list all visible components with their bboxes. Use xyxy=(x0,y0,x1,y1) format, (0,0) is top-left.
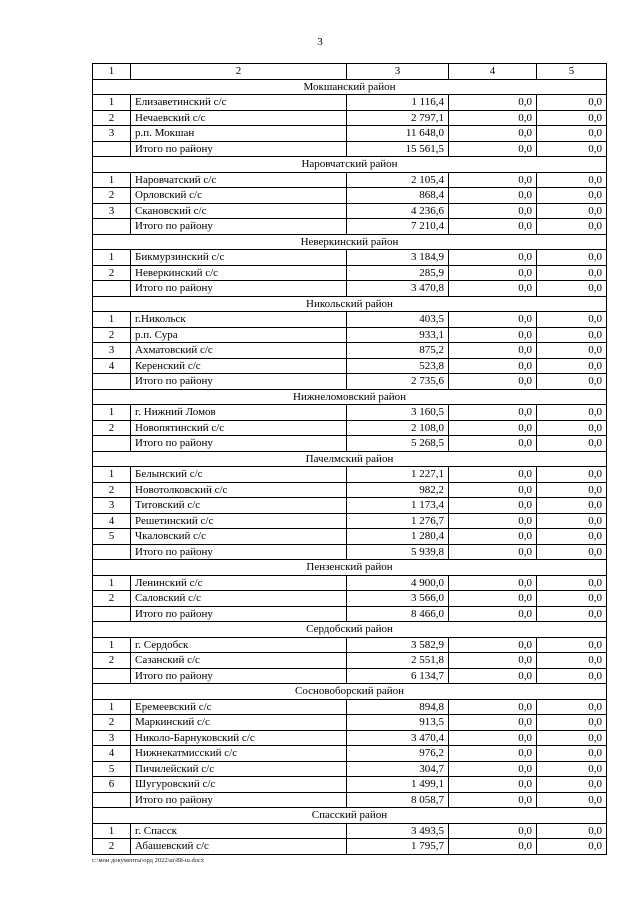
column-5-cell: 0,0 xyxy=(537,482,607,498)
row-number xyxy=(93,792,131,808)
settlement-name: Орловский с/с xyxy=(131,188,347,204)
column-4-cell: 0,0 xyxy=(449,699,537,715)
amount-cell: 976,2 xyxy=(347,746,449,762)
column-5-cell: 0,0 xyxy=(537,436,607,452)
column-4-cell: 0,0 xyxy=(449,312,537,328)
settlement-name: Елизаветинский с/с xyxy=(131,95,347,111)
column-4-cell: 0,0 xyxy=(449,203,537,219)
district-row xyxy=(93,296,607,312)
column-4-cell: 0,0 xyxy=(449,420,537,436)
settlement-name: Абашевский с/с xyxy=(131,839,347,855)
settlement-name: Белынский с/с xyxy=(131,467,347,483)
column-5-cell: 0,0 xyxy=(537,327,607,343)
settlement-name: Скановский с/с xyxy=(131,203,347,219)
column-5-cell: 0,0 xyxy=(537,203,607,219)
row-number: 1 xyxy=(93,250,131,266)
row-number: 2 xyxy=(93,327,131,343)
table-row xyxy=(93,420,607,436)
amount-cell: 3 582,9 xyxy=(347,637,449,653)
row-number: 3 xyxy=(93,730,131,746)
table-header-row xyxy=(93,64,607,80)
column-5-cell: 0,0 xyxy=(537,792,607,808)
district-name: Пензенский район xyxy=(93,560,607,576)
settlement-name: Нижнекатмисский с/с xyxy=(131,746,347,762)
amount-cell: 8 058,7 xyxy=(347,792,449,808)
page-number: 3 xyxy=(317,36,323,48)
district-row xyxy=(93,560,607,576)
amount-cell: 523,8 xyxy=(347,358,449,374)
amount-cell: 4 900,0 xyxy=(347,575,449,591)
amount-cell: 5 939,8 xyxy=(347,544,449,560)
row-number: 5 xyxy=(93,529,131,545)
amount-cell: 875,2 xyxy=(347,343,449,359)
column-4-cell: 0,0 xyxy=(449,544,537,560)
column-5-cell: 0,0 xyxy=(537,126,607,142)
header-cell: 2 xyxy=(131,64,347,80)
settlement-name: Итого по району xyxy=(131,141,347,157)
settlement-name: Неверкинский с/с xyxy=(131,265,347,281)
district-row xyxy=(93,157,607,173)
amount-cell: 3 160,5 xyxy=(347,405,449,421)
amount-cell: 403,5 xyxy=(347,312,449,328)
row-number xyxy=(93,219,131,235)
table-row xyxy=(93,575,607,591)
column-5-cell: 0,0 xyxy=(537,467,607,483)
settlement-name: Итого по району xyxy=(131,668,347,684)
amount-cell: 868,4 xyxy=(347,188,449,204)
amount-cell: 3 470,4 xyxy=(347,730,449,746)
column-4-cell: 0,0 xyxy=(449,405,537,421)
settlement-name: Саловский с/с xyxy=(131,591,347,607)
column-4-cell: 0,0 xyxy=(449,575,537,591)
column-5-cell: 0,0 xyxy=(537,823,607,839)
column-4-cell: 0,0 xyxy=(449,250,537,266)
header-cell: 4 xyxy=(449,64,537,80)
amount-cell: 2 108,0 xyxy=(347,420,449,436)
district-total-row xyxy=(93,668,607,684)
column-5-cell: 0,0 xyxy=(537,730,607,746)
row-number: 2 xyxy=(93,482,131,498)
amount-cell: 3 184,9 xyxy=(347,250,449,266)
settlement-name: Итого по району xyxy=(131,436,347,452)
column-5-cell: 0,0 xyxy=(537,95,607,111)
row-number: 1 xyxy=(93,312,131,328)
district-row xyxy=(93,684,607,700)
column-4-cell: 0,0 xyxy=(449,637,537,653)
settlement-name: Наровчатский с/с xyxy=(131,172,347,188)
column-4-cell: 0,0 xyxy=(449,529,537,545)
row-number xyxy=(93,544,131,560)
column-5-cell: 0,0 xyxy=(537,374,607,390)
column-5-cell: 0,0 xyxy=(537,498,607,514)
settlement-name: Итого по району xyxy=(131,544,347,560)
settlement-name: Шугуровский с/с xyxy=(131,777,347,793)
table-row xyxy=(93,250,607,266)
column-5-cell: 0,0 xyxy=(537,219,607,235)
settlement-name: г.Никольск xyxy=(131,312,347,328)
column-4-cell: 0,0 xyxy=(449,761,537,777)
table-row xyxy=(93,405,607,421)
column-4-cell: 0,0 xyxy=(449,343,537,359)
row-number: 1 xyxy=(93,95,131,111)
table-row xyxy=(93,172,607,188)
header-cell: 1 xyxy=(93,64,131,80)
amount-cell: 1 795,7 xyxy=(347,839,449,855)
column-5-cell: 0,0 xyxy=(537,839,607,855)
settlement-name: Новотолковский с/с xyxy=(131,482,347,498)
column-5-cell: 0,0 xyxy=(537,312,607,328)
column-5-cell: 0,0 xyxy=(537,141,607,157)
table-row xyxy=(93,529,607,545)
settlement-name: р.п. Мокшан xyxy=(131,126,347,142)
column-4-cell: 0,0 xyxy=(449,281,537,297)
district-total-row xyxy=(93,374,607,390)
settlement-name: Нечаевский с/с xyxy=(131,110,347,126)
row-number: 1 xyxy=(93,823,131,839)
district-total-row xyxy=(93,436,607,452)
district-row xyxy=(93,389,607,405)
table-row xyxy=(93,482,607,498)
table-row xyxy=(93,467,607,483)
amount-cell: 3 493,5 xyxy=(347,823,449,839)
column-5-cell: 0,0 xyxy=(537,250,607,266)
district-total-row xyxy=(93,792,607,808)
column-4-cell: 0,0 xyxy=(449,513,537,529)
column-4-cell: 0,0 xyxy=(449,823,537,839)
amount-cell: 2 735,6 xyxy=(347,374,449,390)
amount-cell: 1 499,1 xyxy=(347,777,449,793)
table-row xyxy=(93,327,607,343)
row-number: 2 xyxy=(93,110,131,126)
district-row xyxy=(93,622,607,638)
row-number: 3 xyxy=(93,203,131,219)
settlement-name: Новопятинский с/с xyxy=(131,420,347,436)
column-4-cell: 0,0 xyxy=(449,374,537,390)
table-row xyxy=(93,126,607,142)
column-4-cell: 0,0 xyxy=(449,730,537,746)
row-number: 2 xyxy=(93,420,131,436)
row-number xyxy=(93,141,131,157)
amount-cell: 3 566,0 xyxy=(347,591,449,607)
column-4-cell: 0,0 xyxy=(449,172,537,188)
row-number xyxy=(93,436,131,452)
column-5-cell: 0,0 xyxy=(537,606,607,622)
district-total-row xyxy=(93,219,607,235)
column-5-cell: 0,0 xyxy=(537,715,607,731)
settlement-name: Решетинский с/с xyxy=(131,513,347,529)
district-row xyxy=(93,79,607,95)
row-number xyxy=(93,606,131,622)
amount-cell: 5 268,5 xyxy=(347,436,449,452)
table-row xyxy=(93,358,607,374)
table-row xyxy=(93,591,607,607)
district-name: Сосновоборский район xyxy=(93,684,607,700)
column-4-cell: 0,0 xyxy=(449,715,537,731)
amount-cell: 894,8 xyxy=(347,699,449,715)
column-4-cell: 0,0 xyxy=(449,467,537,483)
settlement-name: Еремеевский с/с xyxy=(131,699,347,715)
row-number: 2 xyxy=(93,839,131,855)
column-5-cell: 0,0 xyxy=(537,653,607,669)
amount-cell: 3 470,8 xyxy=(347,281,449,297)
column-4-cell: 0,0 xyxy=(449,792,537,808)
district-total-row xyxy=(93,544,607,560)
column-4-cell: 0,0 xyxy=(449,141,537,157)
district-row xyxy=(93,808,607,824)
table-row xyxy=(93,761,607,777)
column-5-cell: 0,0 xyxy=(537,420,607,436)
table-row xyxy=(93,343,607,359)
row-number xyxy=(93,668,131,684)
settlement-name: р.п. Сура xyxy=(131,327,347,343)
column-5-cell: 0,0 xyxy=(537,746,607,762)
column-5-cell: 0,0 xyxy=(537,343,607,359)
column-5-cell: 0,0 xyxy=(537,110,607,126)
column-5-cell: 0,0 xyxy=(537,188,607,204)
amount-cell: 1 276,7 xyxy=(347,513,449,529)
row-number: 1 xyxy=(93,637,131,653)
amount-cell: 304,7 xyxy=(347,761,449,777)
budget-table xyxy=(92,63,607,855)
column-5-cell: 0,0 xyxy=(537,637,607,653)
column-4-cell: 0,0 xyxy=(449,668,537,684)
amount-cell: 1 173,4 xyxy=(347,498,449,514)
header-cell: 3 xyxy=(347,64,449,80)
amount-cell: 8 466,0 xyxy=(347,606,449,622)
row-number: 6 xyxy=(93,777,131,793)
table-row xyxy=(93,95,607,111)
row-number: 3 xyxy=(93,126,131,142)
settlement-name: Чкаловский с/с xyxy=(131,529,347,545)
row-number xyxy=(93,281,131,297)
column-4-cell: 0,0 xyxy=(449,219,537,235)
settlement-name: Итого по району xyxy=(131,374,347,390)
column-5-cell: 0,0 xyxy=(537,172,607,188)
district-total-row xyxy=(93,281,607,297)
column-4-cell: 0,0 xyxy=(449,95,537,111)
district-total-row xyxy=(93,141,607,157)
amount-cell: 913,5 xyxy=(347,715,449,731)
settlement-name: Титовский с/с xyxy=(131,498,347,514)
district-name: Пачелмский район xyxy=(93,451,607,467)
column-4-cell: 0,0 xyxy=(449,498,537,514)
amount-cell: 15 561,5 xyxy=(347,141,449,157)
column-5-cell: 0,0 xyxy=(537,777,607,793)
settlement-name: Итого по району xyxy=(131,219,347,235)
column-4-cell: 0,0 xyxy=(449,653,537,669)
table-row xyxy=(93,715,607,731)
settlement-name: Николо-Барнуковский с/с xyxy=(131,730,347,746)
column-5-cell: 0,0 xyxy=(537,544,607,560)
district-name: Сердобский район xyxy=(93,622,607,638)
column-5-cell: 0,0 xyxy=(537,358,607,374)
amount-cell: 2 797,1 xyxy=(347,110,449,126)
column-5-cell: 0,0 xyxy=(537,281,607,297)
district-name: Наровчатский район xyxy=(93,157,607,173)
column-4-cell: 0,0 xyxy=(449,746,537,762)
row-number: 4 xyxy=(93,513,131,529)
column-4-cell: 0,0 xyxy=(449,110,537,126)
table-row xyxy=(93,110,607,126)
row-number: 5 xyxy=(93,761,131,777)
district-name: Неверкинский район xyxy=(93,234,607,250)
district-total-row xyxy=(93,606,607,622)
row-number: 1 xyxy=(93,405,131,421)
row-number: 1 xyxy=(93,467,131,483)
column-5-cell: 0,0 xyxy=(537,761,607,777)
table-row xyxy=(93,653,607,669)
column-4-cell: 0,0 xyxy=(449,591,537,607)
table-row xyxy=(93,498,607,514)
district-row xyxy=(93,234,607,250)
column-5-cell: 0,0 xyxy=(537,575,607,591)
table-row xyxy=(93,730,607,746)
settlement-name: Итого по району xyxy=(131,606,347,622)
table-row xyxy=(93,312,607,328)
amount-cell: 11 648,0 xyxy=(347,126,449,142)
column-4-cell: 0,0 xyxy=(449,358,537,374)
row-number: 4 xyxy=(93,358,131,374)
settlement-name: Итого по району xyxy=(131,281,347,297)
row-number: 2 xyxy=(93,653,131,669)
column-4-cell: 0,0 xyxy=(449,188,537,204)
table-row xyxy=(93,699,607,715)
settlement-name: г. Сердобск xyxy=(131,637,347,653)
row-number: 1 xyxy=(93,575,131,591)
column-5-cell: 0,0 xyxy=(537,529,607,545)
column-4-cell: 0,0 xyxy=(449,777,537,793)
amount-cell: 2 551,8 xyxy=(347,653,449,669)
row-number: 2 xyxy=(93,591,131,607)
settlement-name: Итого по району xyxy=(131,792,347,808)
row-number: 1 xyxy=(93,172,131,188)
column-5-cell: 0,0 xyxy=(537,405,607,421)
column-4-cell: 0,0 xyxy=(449,436,537,452)
column-4-cell: 0,0 xyxy=(449,482,537,498)
district-name: Никольский район xyxy=(93,296,607,312)
settlement-name: Сазанский с/с xyxy=(131,653,347,669)
amount-cell: 1 227,1 xyxy=(347,467,449,483)
amount-cell: 7 210,4 xyxy=(347,219,449,235)
settlement-name: Керенский с/с xyxy=(131,358,347,374)
column-5-cell: 0,0 xyxy=(537,513,607,529)
amount-cell: 6 134,7 xyxy=(347,668,449,684)
row-number: 3 xyxy=(93,343,131,359)
settlement-name: Пичилейский с/с xyxy=(131,761,347,777)
table-row xyxy=(93,746,607,762)
amount-cell: 982,2 xyxy=(347,482,449,498)
file-path-footer: c:\мои документы\орд 2022\ш\88-ш.docx xyxy=(92,857,205,864)
column-4-cell: 0,0 xyxy=(449,126,537,142)
settlement-name: Ахматовский с/с xyxy=(131,343,347,359)
column-4-cell: 0,0 xyxy=(449,606,537,622)
table-row xyxy=(93,513,607,529)
amount-cell: 4 236,6 xyxy=(347,203,449,219)
table-row xyxy=(93,203,607,219)
amount-cell: 933,1 xyxy=(347,327,449,343)
row-number: 4 xyxy=(93,746,131,762)
table-row xyxy=(93,188,607,204)
table-row xyxy=(93,823,607,839)
row-number: 2 xyxy=(93,188,131,204)
amount-cell: 1 280,4 xyxy=(347,529,449,545)
settlement-name: г. Спасск xyxy=(131,823,347,839)
amount-cell: 1 116,4 xyxy=(347,95,449,111)
header-cell: 5 xyxy=(537,64,607,80)
row-number: 3 xyxy=(93,498,131,514)
settlement-name: Маркинский с/с xyxy=(131,715,347,731)
column-5-cell: 0,0 xyxy=(537,668,607,684)
column-5-cell: 0,0 xyxy=(537,591,607,607)
row-number: 1 xyxy=(93,699,131,715)
column-5-cell: 0,0 xyxy=(537,699,607,715)
settlement-name: Бикмурзинский с/с xyxy=(131,250,347,266)
column-4-cell: 0,0 xyxy=(449,265,537,281)
row-number: 2 xyxy=(93,715,131,731)
column-4-cell: 0,0 xyxy=(449,327,537,343)
settlement-name: г. Нижний Ломов xyxy=(131,405,347,421)
table-row xyxy=(93,777,607,793)
amount-cell: 2 105,4 xyxy=(347,172,449,188)
district-name: Спасский район xyxy=(93,808,607,824)
column-5-cell: 0,0 xyxy=(537,265,607,281)
district-row xyxy=(93,451,607,467)
district-name: Нижнеломовский район xyxy=(93,389,607,405)
table-row xyxy=(93,637,607,653)
row-number: 2 xyxy=(93,265,131,281)
settlement-name: Ленинский с/с xyxy=(131,575,347,591)
column-4-cell: 0,0 xyxy=(449,839,537,855)
table-row xyxy=(93,839,607,855)
amount-cell: 285,9 xyxy=(347,265,449,281)
table-row xyxy=(93,265,607,281)
district-name: Мокшанский район xyxy=(93,79,607,95)
row-number xyxy=(93,374,131,390)
